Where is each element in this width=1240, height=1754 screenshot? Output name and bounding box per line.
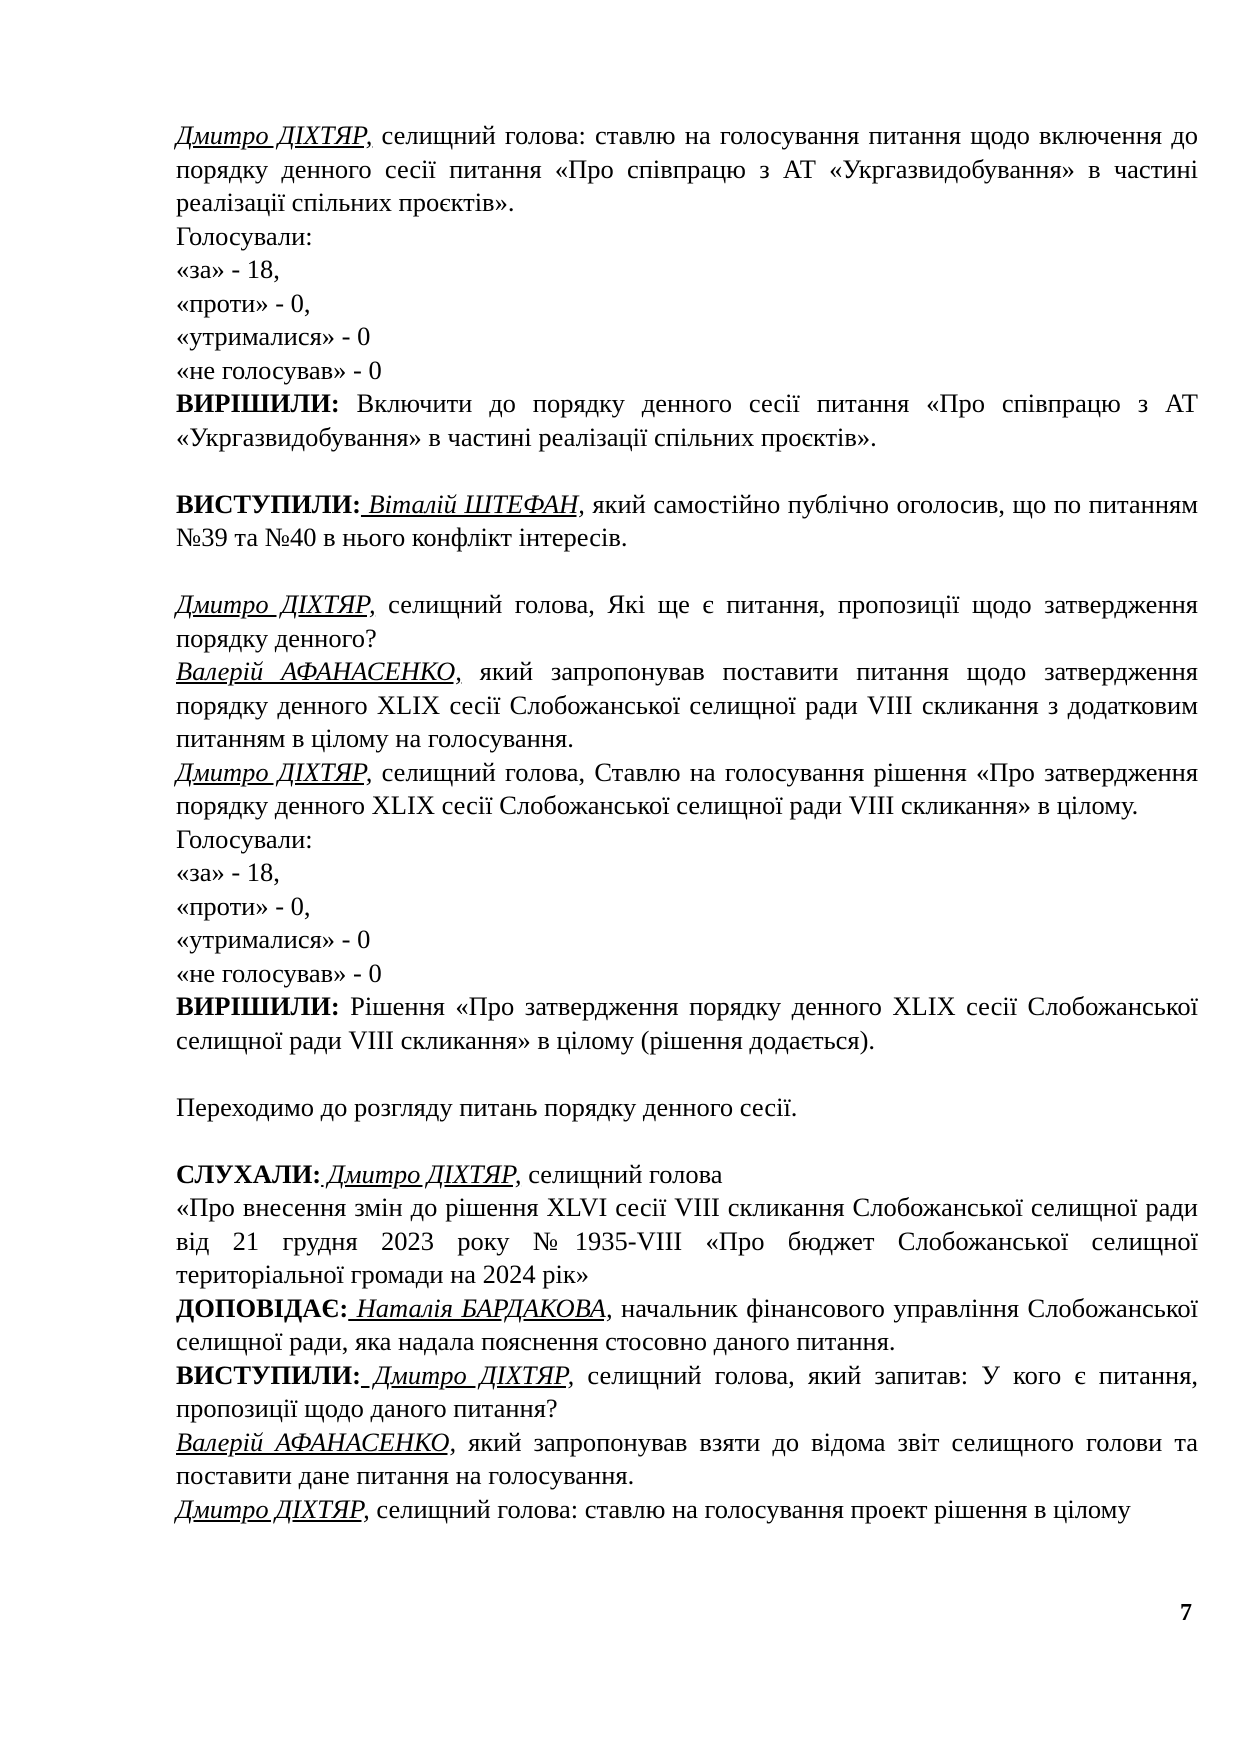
paragraph-text: «за» - 18, bbox=[176, 254, 280, 284]
paragraph-text: селищний голова, Ставлю на голосування рішення «Про затвердження порядку денного XLIX сесії Слобожанської селищної ради VIII скликання» в цілому. bbox=[176, 756, 1199, 820]
paragraph bbox=[176, 1292, 1198, 1359]
paragraph bbox=[176, 354, 1198, 388]
paragraph-text: який запропонував поставити питання щодо затвердження порядку денного XLIX сесії Слобожанської селищної ради VIII скликання з додатковим питанням в цілому на голосування. bbox=[176, 656, 1198, 753]
paragraph-text: Переходимо до розгляду питань порядку денного сесії. bbox=[176, 1091, 798, 1122]
section-keyword: ДОПОВІДАЄ: bbox=[176, 1292, 349, 1323]
paragraph-text: Голосували: bbox=[176, 823, 313, 854]
paragraph-text: який самостійно публічно оголосив, що по питанням №39 та №40 в нього конфлікт інтересів. bbox=[176, 488, 1198, 552]
paragraph-text: який запропонував взяти до відома звіт селищного голови та поставити дане питання на голосування. bbox=[176, 1426, 1198, 1490]
paragraph-text: селищний голова, Які ще є питання, пропозиції щодо затвердження порядку денного? bbox=[176, 589, 1198, 653]
section-keyword: ВИРІШИЛИ: bbox=[176, 388, 340, 418]
paragraph-text: селищний голова, який запитав: У кого є питання, пропозиції щодо даного питання? bbox=[176, 1359, 1199, 1423]
paragraph-text: селищний голова: ставлю на голосування питання щодо включення до порядку денного сесії питання «Про співпрацю з АТ «Укргазвидобування» в частині реалізації спільних проєктів». bbox=[176, 120, 1199, 217]
speaker-name: Валерій АФАНАСЕНКО, bbox=[176, 1426, 457, 1457]
speaker-name: Дмитро ДІХТЯР, bbox=[176, 120, 373, 150]
paragraph-spacer bbox=[176, 454, 1198, 488]
paragraph bbox=[176, 990, 1198, 1057]
paragraph bbox=[176, 923, 1198, 957]
speaker-name: Дмитро ДІХТЯР, bbox=[176, 589, 376, 619]
paragraph bbox=[176, 890, 1198, 924]
paragraph bbox=[176, 823, 1198, 857]
paragraph-text: «утрималися» - 0 bbox=[176, 321, 371, 351]
speaker-name: Валерій АФАНАСЕНКО, bbox=[176, 656, 462, 686]
paragraph bbox=[176, 756, 1198, 823]
paragraph bbox=[176, 287, 1198, 321]
speaker-name: Дмитро ДІХТЯР, bbox=[360, 1359, 575, 1390]
paragraph bbox=[176, 957, 1198, 991]
paragraph-text: Включити до порядку денного сесії питання «Про співпрацю з АТ «Укргазвидобування» в частині реалізації спільних проєктів». bbox=[176, 388, 1198, 452]
section-keyword: ВИРІШИЛИ: bbox=[176, 991, 340, 1021]
page-number: 7 bbox=[1180, 1600, 1192, 1626]
paragraph bbox=[176, 253, 1198, 287]
paragraph bbox=[176, 856, 1198, 890]
paragraph-text: «проти» - 0, bbox=[176, 287, 311, 318]
paragraph bbox=[176, 1493, 1198, 1527]
paragraph bbox=[176, 1158, 1198, 1192]
paragraph bbox=[176, 588, 1198, 655]
paragraph-text: начальник фінансового управління Слобожанської селищної ради, яка надала пояснення стосовно даного питання. bbox=[176, 1292, 1198, 1356]
paragraph-text: Голосували: bbox=[176, 220, 313, 251]
speaker-name: Дмитро ДІХТЯР, bbox=[176, 756, 373, 787]
paragraph bbox=[176, 119, 1198, 220]
paragraph bbox=[176, 387, 1198, 454]
document-body bbox=[176, 119, 1198, 1526]
paragraph-text: селищний голова: ставлю на голосування проект рішення в цілому bbox=[369, 1493, 1131, 1524]
paragraph bbox=[176, 1426, 1198, 1493]
paragraph bbox=[176, 220, 1198, 254]
paragraph-text: «не голосував» - 0 bbox=[176, 354, 382, 385]
paragraph bbox=[176, 488, 1198, 555]
paragraph-spacer bbox=[176, 1057, 1198, 1091]
speaker-name: Віталій ШТЕФАН, bbox=[360, 488, 585, 519]
paragraph-text: Рішення «Про затвердження порядку денного XLIX сесії Слобожанської селищної ради VIII скликання» в цілому (рішення додається). bbox=[176, 991, 1198, 1055]
paragraph-text: селищний голова bbox=[521, 1158, 723, 1189]
paragraph-text: «Про внесення змін до рішення XLVI сесії VIII скликання Слобожанської селищної ради від 21 грудня 2023 року №1935-VIII «Про бюджет Слобожанської селищної територіальної громади на 2024 рік» bbox=[176, 1192, 1198, 1289]
paragraph-text: «за» - 18, bbox=[176, 857, 280, 887]
paragraph bbox=[176, 655, 1198, 756]
section-keyword: ВИСТУПИЛИ: bbox=[176, 488, 361, 519]
paragraph-spacer bbox=[176, 1124, 1198, 1158]
speaker-name: Наталія БАРДАКОВА, bbox=[348, 1292, 613, 1323]
speaker-name: Дмитро ДІХТЯР, bbox=[176, 1493, 370, 1524]
paragraph-text: «утрималися» - 0 bbox=[176, 924, 371, 954]
paragraph bbox=[176, 1191, 1198, 1292]
paragraph bbox=[176, 1359, 1198, 1426]
paragraph-text: «не голосував» - 0 bbox=[176, 957, 382, 988]
paragraph bbox=[176, 1091, 1198, 1125]
section-keyword: ВИСТУПИЛИ: bbox=[176, 1359, 361, 1390]
paragraph-spacer bbox=[176, 555, 1198, 589]
paragraph bbox=[176, 320, 1198, 354]
section-keyword: СЛУХАЛИ: bbox=[176, 1158, 322, 1189]
speaker-name: Дмитро ДІХТЯР, bbox=[321, 1158, 522, 1189]
paragraph-text: «проти» - 0, bbox=[176, 890, 311, 921]
